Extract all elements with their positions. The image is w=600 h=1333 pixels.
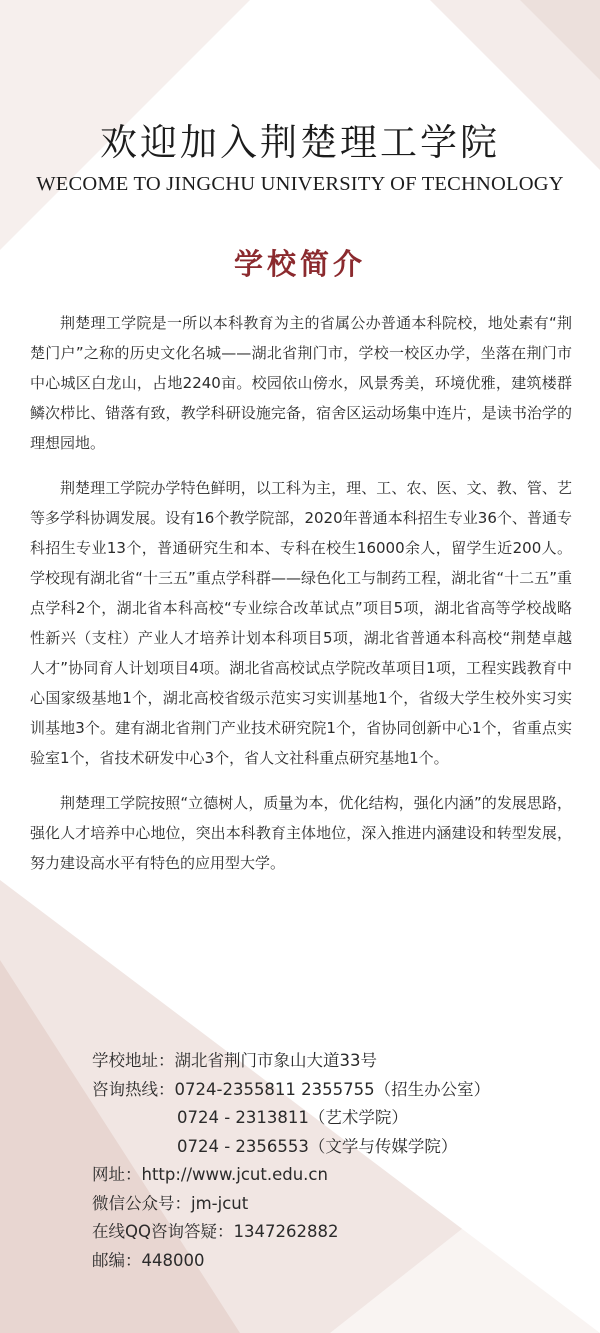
contact-wechat: 微信公众号：jm-jcut (92, 1193, 249, 1213)
page-title: 欢迎加入荆楚理工学院 (100, 121, 500, 164)
contact-postcode: 邮编：448000 (92, 1250, 205, 1270)
intro-paragraph: 荆楚理工学院按照“立德树人，质量为本，优化结构，强化内涵”的发展思路，强化人才培养中心地位，突出本科教育主体地位，深入推进内涵建设和转型发展，努力建设高水平有特色的应用型大学。 (30, 794, 572, 872)
contact-website: 网址：http://www.jcut.edu.cn (92, 1165, 328, 1184)
contact-hotline: 咨询热线：0724-2355811 2355755（招生办公室） (92, 1079, 491, 1099)
intro-paragraph: 荆楚理工学院办学特色鲜明，以工科为主，理、工、农、医、文、教、管、艺等多学科协调发展。设有16个教学院部，2020年普通本科招生专业36个、普通专科招生专业13个，普通研究生和本、专科在校生16000余人，留学生近200人。学校现有湖北省“十三五”重点学科群——绿色化工与制药工程，湖北省“十二五”重点学科2个，湖北省本科高校“专业综合改革试点”项目5项，湖北省高等学校战略性新兴（支柱）产业人才培养计划本科项目5项，湖北省普通本科高校“荆楚卓越人才”协同育人计划项目4项。湖北省高校试点学院改革项目1项，工程实践教育中心国家级基地1个，湖北高校省级示范实习实训基地1个，省级大学生校外实习实训基地3个。建有湖北省荆门产业技术研究院1个，省协同创新中心1个，省重点实验室1个，省技术研发中心3个，省人文社科重点研究基地1个。 (30, 479, 572, 767)
contact-hotline-media: 0724 - 2356553（文学与传媒学院） (177, 1136, 458, 1156)
intro-text (30, 308, 572, 893)
contact-info (92, 1047, 572, 1275)
intro-paragraph: 荆楚理工学院是一所以本科教育为主的省属公办普通本科院校，地处素有“荆楚门户”之称的历史文化名城——湖北省荆门市，学校一校区办学，坐落在荆门市中心城区白龙山，占地2240亩。校园依山傍水，风景秀美，环境优雅，建筑楼群鳞次栉比、错落有致，教学科研设施完备，宿舍区运动场集中连片，是读书治学的理想园地。 (30, 314, 572, 452)
contact-address: 学校地址：湖北省荆门市象山大道33号 (92, 1051, 377, 1070)
contact-hotline-art: 0724 - 2313811（艺术学院） (177, 1108, 408, 1127)
page-subtitle-english: WECOME TO JINGCHU UNIVERSITY OF TECHNOLOGY (36, 173, 564, 195)
contact-qq: 在线QQ咨询答疑：1347262882 (92, 1222, 339, 1241)
section-title: 学校简介 (233, 247, 366, 281)
